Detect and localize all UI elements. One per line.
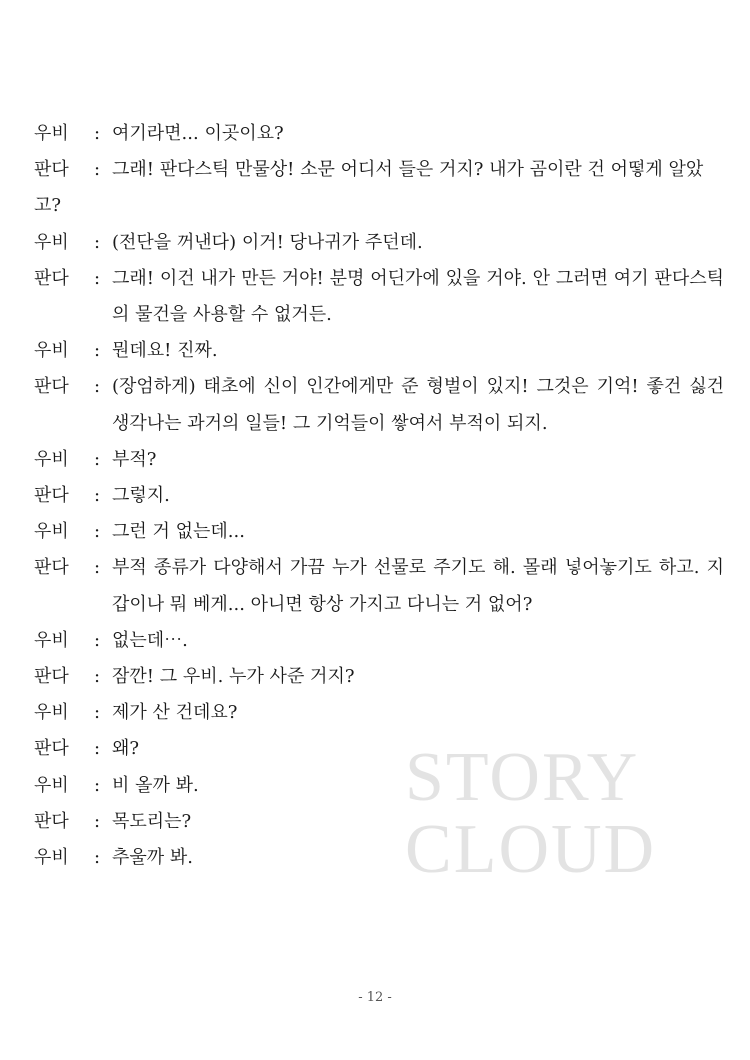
speaker-separator: : xyxy=(93,159,101,181)
speaker-name: 판다 xyxy=(34,557,69,579)
speaker-name: 판다 xyxy=(34,485,69,507)
speaker-separator: : xyxy=(93,231,101,253)
dialogue-text: (장엄하게) 태초에 신이 인간에게만 준 형벌이 있지! 그것은 기억! 좋건 싫건 생각나는 과거의 일들! 그 기억들이 쌓여서 부적이 되지. xyxy=(112,376,724,434)
speaker-separator: : xyxy=(93,774,101,796)
dialogue-line xyxy=(34,116,724,152)
dialogue-line xyxy=(34,695,724,731)
speaker-separator: : xyxy=(93,702,101,724)
speaker-separator: : xyxy=(93,738,101,760)
dialogue-text: 잠깐! 그 우비. 누가 사준 거지? xyxy=(112,666,355,688)
page-number: - 12 - xyxy=(358,990,392,1005)
speaker-separator: : xyxy=(93,629,101,651)
speaker-name: 우비 xyxy=(34,629,69,651)
dialogue-text: 부적 종류가 다양해서 가끔 누가 선물로 주기도 해. 몰래 넣어놓기도 하고. 지갑이나 뭐 베게... 아니면 항상 가지고 다니는 거 없어? xyxy=(112,557,724,615)
speaker-name: 우비 xyxy=(34,774,69,796)
dialogue-text: 그래! 이건 내가 만든 거야! 분명 어딘가에 있을 거야. 안 그러면 여기 판다스틱의 물건을 사용할 수 없거든. xyxy=(112,267,724,326)
dialogue-text: 비 올까 봐. xyxy=(112,774,199,796)
dialogue-text: 추울까 봐. xyxy=(112,847,193,869)
dialogue-line xyxy=(34,478,724,514)
dialogue-line xyxy=(34,768,724,804)
dialogue-line xyxy=(34,659,724,695)
dialogue-text: 없는데⋯. xyxy=(112,629,188,651)
dialogue-text: 왜? xyxy=(112,738,140,760)
speaker-separator: : xyxy=(93,485,101,507)
dialogue-line xyxy=(34,804,724,840)
dialogue-line xyxy=(34,731,724,767)
speaker-name: 판다 xyxy=(34,666,69,688)
dialogue-text: (전단을 꺼낸다) 이거! 당나귀가 주던데. xyxy=(112,231,423,253)
speaker-name: 우비 xyxy=(34,123,69,144)
dialogue-line xyxy=(34,623,724,659)
dialogue-text: 그런 거 없는데... xyxy=(112,521,245,543)
speaker-name: 우비 xyxy=(34,340,69,362)
speaker-separator: : xyxy=(93,521,101,543)
dialogue-text: 목도리는? xyxy=(112,810,192,832)
speaker-separator: : xyxy=(93,847,101,869)
speaker-name: 판다 xyxy=(34,267,69,289)
dialogue-text: 부적? xyxy=(112,448,157,470)
speaker-separator: : xyxy=(93,267,101,289)
watermark-line-2: CLOUD xyxy=(405,811,657,888)
script-dialogue xyxy=(34,116,724,876)
speaker-name: 판다 xyxy=(34,810,69,832)
speaker-name: 판다 xyxy=(34,159,69,181)
speaker-name: 판다 xyxy=(34,376,69,398)
dialogue-text: 그렇지. xyxy=(112,485,170,507)
speaker-separator: : xyxy=(93,810,101,832)
speaker-name: 판다 xyxy=(34,738,69,760)
speaker-name: 우비 xyxy=(34,521,69,543)
speaker-separator: : xyxy=(93,376,101,398)
speaker-name: 우비 xyxy=(34,448,69,470)
dialogue-text: 제가 산 건데요? xyxy=(112,702,238,724)
speaker-separator: : xyxy=(93,666,101,688)
speaker-separator: : xyxy=(93,448,101,470)
dialogue-line xyxy=(34,514,724,550)
speaker-name: 우비 xyxy=(34,702,69,724)
dialogue-text: 그래! 판다스틱 만물상! 소문 어디서 들은 거지? 내가 곰이란 건 어떻게 알았고? xyxy=(34,159,704,217)
speaker-name: 우비 xyxy=(34,231,69,253)
dialogue-line xyxy=(34,152,724,224)
dialogue-line xyxy=(34,840,724,876)
dialogue-line xyxy=(34,333,724,369)
dialogue-line xyxy=(34,550,724,622)
speaker-name: 우비 xyxy=(34,847,69,869)
dialogue-text: 뭔데요! 진짜. xyxy=(112,340,218,362)
speaker-separator: : xyxy=(93,123,101,144)
dialogue-line xyxy=(34,369,724,441)
dialogue-line xyxy=(34,225,724,261)
speaker-separator: : xyxy=(93,340,101,362)
speaker-separator: : xyxy=(93,557,101,579)
dialogue-text: 여기라면... 이곳이요? xyxy=(112,123,284,144)
dialogue-line xyxy=(34,261,724,333)
watermark-line-1: STORY xyxy=(405,739,640,816)
dialogue-line xyxy=(34,442,724,478)
